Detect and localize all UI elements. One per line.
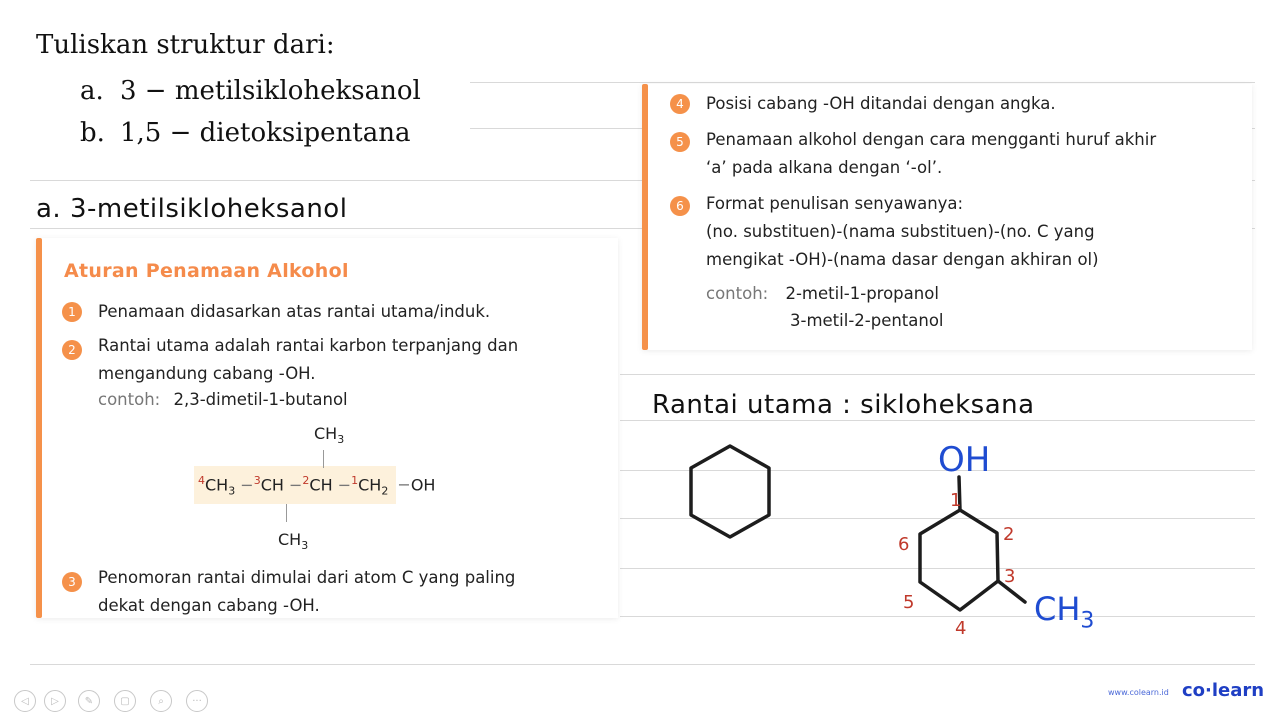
example-value: 3-metil-2-pentanol <box>790 311 944 330</box>
rules-card-title: Aturan Penamaan Alkohol <box>64 260 349 282</box>
example-label: contoh: <box>98 390 161 409</box>
atom-number: 5 <box>903 592 915 613</box>
question-item-text: 1,5 − dietoksipentana <box>120 118 411 148</box>
bond-line <box>323 450 324 468</box>
zoom-icon[interactable]: ⌕ <box>150 690 172 712</box>
question-item-label: b. <box>80 118 105 148</box>
rule-number-badge: 1 <box>62 302 82 322</box>
colearn-logo: co·learn <box>1182 680 1265 701</box>
copy-icon[interactable]: ▢ <box>114 690 136 712</box>
rule-number-badge: 2 <box>62 340 82 360</box>
rule-text: Penomoran rantai dimulai dari atom C yang paling dekat dengan cabang -OH. <box>98 568 516 615</box>
main-chain-formula: $^4CH_3 -^3CH -^2CH -^1CH_2 -OH$ <box>198 474 436 498</box>
example-label: contoh: <box>706 284 769 303</box>
question-item-text: 3 − metilsikloheksanol <box>120 76 421 106</box>
rule-number-badge: 4 <box>670 94 690 114</box>
bond-line <box>286 504 287 522</box>
rule-number-badge: 6 <box>670 196 690 216</box>
example-value: 2-metil-1-propanol <box>785 284 939 303</box>
rules-card-continued <box>642 84 1252 350</box>
atom-number: 3 <box>1004 566 1016 587</box>
rules-card <box>36 238 618 618</box>
next-icon[interactable]: ▷ <box>44 690 66 712</box>
rule-text: Format penulisan senyawanya: (no. substituen)-(nama substituen)-(no. C yang mengikat -OH)-(nama dasar dengan akhiran ol) <box>706 194 1099 269</box>
card-accent-bar <box>36 238 42 618</box>
question-item-b <box>80 118 411 148</box>
main-chain-note: Rantai utama : sikloheksana <box>652 390 1035 420</box>
card-accent-bar <box>642 84 648 350</box>
atom-number: 4 <box>955 618 967 639</box>
question-title: Tuliskan struktur dari: <box>36 30 335 60</box>
rule-text: Penamaan alkohol dengan cara mengganti huruf akhir ‘a’ pada alkana dengan ‘-ol’. <box>706 130 1157 177</box>
example-row <box>706 280 944 334</box>
prev-icon[interactable]: ◁ <box>14 690 36 712</box>
example-row <box>98 390 348 409</box>
pen-icon[interactable]: ✎ <box>78 690 100 712</box>
atom-number: 2 <box>1003 524 1015 545</box>
bottom-methyl-group: $CH_3$ <box>278 530 309 553</box>
cyclohexane-diagram <box>680 440 780 544</box>
more-icon[interactable]: ··· <box>186 690 208 712</box>
ruled-line <box>620 420 1255 421</box>
ruled-line <box>620 374 1255 375</box>
question-item-label: a. <box>80 76 104 106</box>
example-value: 2,3-dimetil-1-butanol <box>173 390 348 409</box>
answer-heading: a. 3-metilsikloheksanol <box>36 194 348 224</box>
rule-text: Rantai utama adalah rantai karbon terpanjang dan mengandung cabang -OH. <box>98 336 519 383</box>
top-methyl-group: $CH_3$ <box>314 424 345 447</box>
atom-number: 6 <box>898 534 910 555</box>
website-url[interactable]: www.colearn.id <box>1108 688 1169 697</box>
atom-number: 1 <box>950 490 962 511</box>
methyl-label: $CH_3$ <box>1034 590 1095 634</box>
rule-number-badge: 3 <box>62 572 82 592</box>
question-item-a <box>80 76 421 106</box>
rule-text: Posisi cabang -OH ditandai dengan angka. <box>706 94 1056 113</box>
rule-text: Penamaan didasarkan atas rantai utama/induk. <box>98 302 491 321</box>
ruled-line <box>470 82 1255 83</box>
ruled-line <box>30 664 1255 665</box>
rule-number-badge: 5 <box>670 132 690 152</box>
hydroxyl-label: OH <box>938 440 991 480</box>
